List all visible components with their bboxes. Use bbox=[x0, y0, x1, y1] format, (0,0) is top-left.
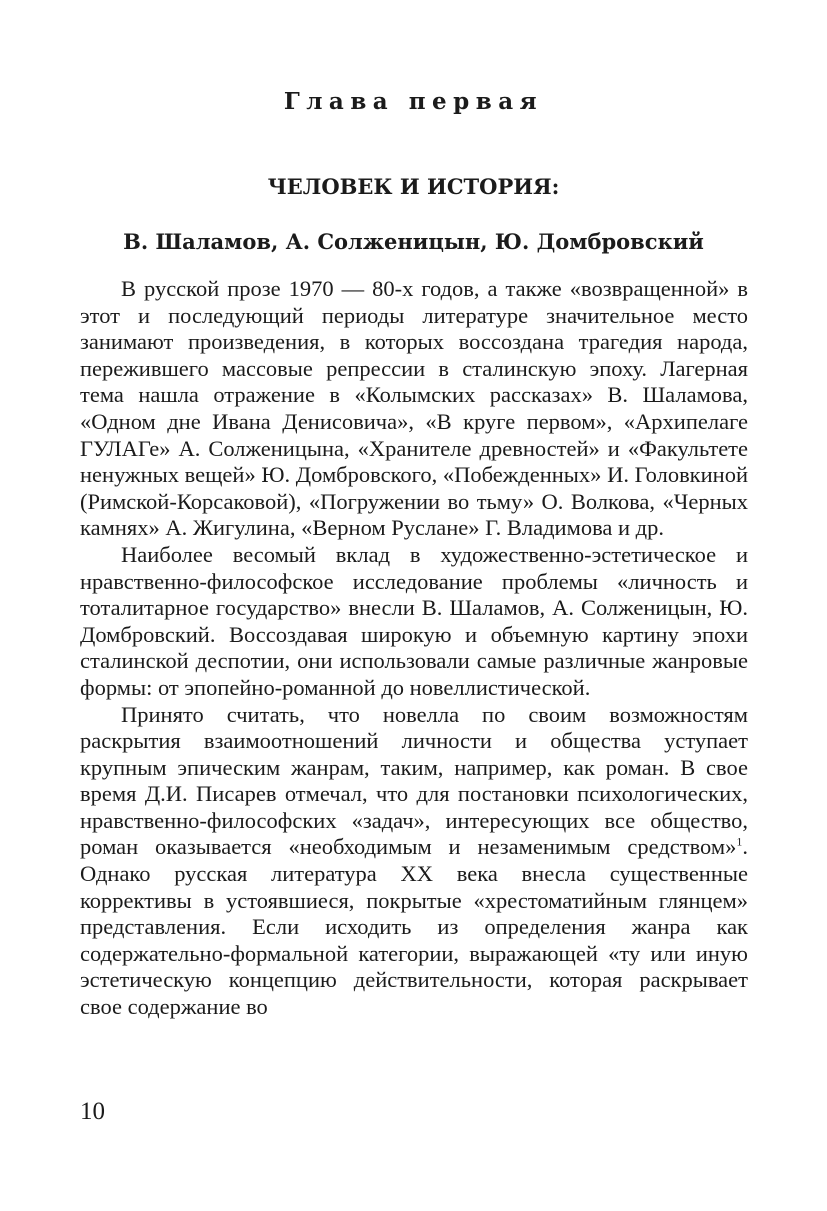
chapter-title: ЧЕЛОВЕК И ИСТОРИЯ: bbox=[267, 174, 560, 199]
chapter-heading: Глава первая bbox=[283, 88, 544, 115]
chapter-subtitle: В. Шаламов, А. Солженицын, Ю. Домбровский bbox=[123, 229, 704, 254]
paragraph: В русской прозе 1970 — 80-х годов, а также «возвращенной» в этот и последующий периоды литературе значительное место занимают произведения, в которых воссоздана трагедия народа, пережившего массовые репрессии в сталинскую эпоху. Лагерная тема нашла отражение в «Колымских рассказах» В. Шаламова, «Одном дне Ивана Денисовича», «В круге первом», «Архипелаге ГУЛАГе» А. Солженицына, «Хранителе древностей» и «Факультете ненужных вещей» Ю. Домбровского, «Побежденных» И. Головкиной (Римской-Корсаковой), «Погружении во тьму» О. Волкова, «Черных камнях» А. Жигулина, «Верном Руслане» Г. Владимова и др. bbox=[80, 276, 748, 541]
paragraph bbox=[80, 702, 748, 1021]
paragraph-text: . Однако русская литература XX века внесла существенные коррективы в устоявшиеся, покрытые «хрестоматийным глянцем» представления. Если исходить из определения жанра как содержательно-формальной категории, выражающей «ту или иную эстетическую концепцию действительности, которая раскрывает свое содержание во bbox=[80, 834, 748, 1020]
body-text bbox=[80, 276, 748, 1021]
paragraph: Наиболее весомый вклад в художественно-эстетическое и нравственно-философское исследование проблемы «личность и тоталитарное государство» внесли В. Шаламов, А. Солженицын, Ю. Домбровский. Воссоздавая широкую и объемную картину эпохи сталинской деспотии, они использовали самые различные жанровые формы: от эпопейно-романной до новеллистической. bbox=[80, 541, 748, 700]
paragraph-text: Принято считать, что новелла по своим возможностям раскрытия взаимоотношений личности и общества уступает крупным эпическим жанрам, таким, например, как роман. В свое время Д.И. Писарев отмечал, что для постановки психологических, нравственно-философских «задач», интересующих все общество, роман оказывается «необходимым и незаменимым средством» bbox=[80, 701, 748, 860]
footnote-marker[interactable]: 1 bbox=[736, 834, 743, 849]
page-number: 10 bbox=[80, 1098, 105, 1125]
